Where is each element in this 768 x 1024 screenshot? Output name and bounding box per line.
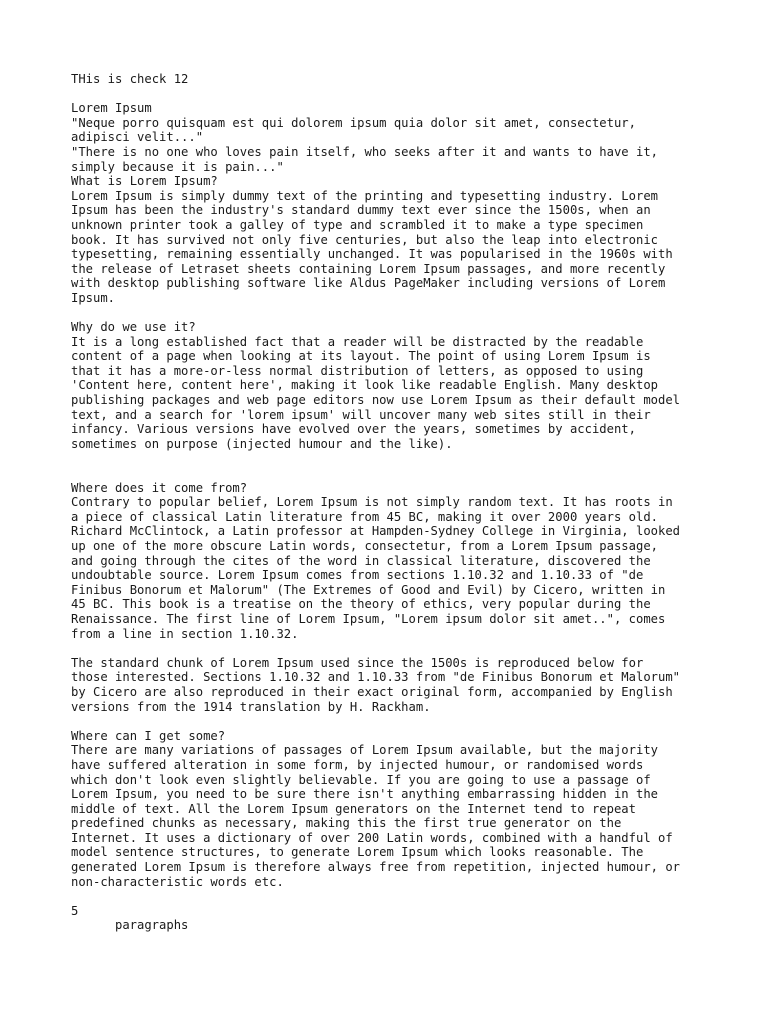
where-from-heading: Where does it come from? <box>71 480 248 495</box>
spacer <box>71 641 711 656</box>
where-get-line: middle of text. All the Lorem Ipsum generators on the Internet tend to repeat <box>71 801 636 816</box>
english-quote-line: "There is no one who loves pain itself, who seeks after it and wants to have it, <box>71 144 658 159</box>
why-use-line: 'Content here, content here', making it look like readable English. Many desktop <box>71 378 658 393</box>
why-use-line: that it has a more-or-less normal distribution of letters, as opposed to using <box>71 363 644 378</box>
standard-chunk-line: The standard chunk of Lorem Ipsum used since the 1500s is reproduced below for <box>71 655 644 670</box>
spacer <box>71 451 711 466</box>
where-get-line: generated Lorem Ipsum is therefore always free from repetition, injected humour, or <box>71 860 681 875</box>
check-line: THis is check 12 <box>71 72 189 86</box>
spacer <box>71 466 711 481</box>
spacer <box>71 87 711 102</box>
where-from-line: and going through the cites of the word in classical literature, discovered the <box>71 553 651 568</box>
latin-quote-line: adipisci velit..." <box>71 130 204 145</box>
where-get-line: model sentence structures, to generate Lorem Ipsum which looks reasonable. The <box>71 845 644 860</box>
what-is-heading: What is Lorem Ipsum? <box>71 174 218 189</box>
standard-chunk-line: versions from the 1914 translation by H. Rackham. <box>71 699 431 714</box>
why-use-line: infancy. Various versions have evolved over the years, sometimes by accident, <box>71 422 636 437</box>
where-from-line: Finibus Bonorum et Malorum" (The Extremes of Good and Evil) by Cicero, written in <box>71 582 666 597</box>
paragraph-count: 5 <box>71 903 79 918</box>
what-is-line: the release of Letraset sheets containing Lorem Ipsum passages, and more recently <box>71 261 666 276</box>
where-from-line: Renaissance. The first line of Lorem Ipsum, "Lorem ipsum dolor sit amet..", comes <box>71 611 666 626</box>
spacer <box>71 306 711 321</box>
what-is-line: Lorem Ipsum is simply dummy text of the printing and typesetting industry. Lorem <box>71 188 658 203</box>
spacer <box>71 714 711 729</box>
where-from-line: Richard McClintock, a Latin professor at Hampden-Sydney College in Virginia, looked <box>71 524 681 539</box>
where-get-line: which don't look even slightly believable. If you are going to use a passage of <box>71 772 651 787</box>
where-get-heading: Where can I get some? <box>71 728 226 743</box>
why-use-line: It is a long established fact that a reader will be distracted by the readable <box>71 334 644 349</box>
where-from-line: 45 BC. This book is a treatise on the theory of ethics, very popular during the <box>71 597 651 612</box>
why-use-heading: Why do we use it? <box>71 320 196 335</box>
what-is-line: typesetting, remaining essentially unchanged. It was popularised in the 1960s with <box>71 247 673 262</box>
where-get-line: Internet. It uses a dictionary of over 200 Latin words, combined with a handful of <box>71 830 673 845</box>
where-from-line: up one of the more obscure Latin words, consectetur, from a Lorem Ipsum passage, <box>71 539 658 553</box>
what-is-line: with desktop publishing software like Aldus PageMaker including versions of Lorem <box>71 276 666 291</box>
where-get-line: predefined chunks as necessary, making this the first true generator on the <box>71 816 622 831</box>
document-page <box>71 72 711 933</box>
standard-chunk-line: by Cicero are also reproduced in their exact original form, accompanied by English <box>71 684 673 699</box>
english-quote-line: simply because it is pain..." <box>71 159 284 174</box>
lorem-ipsum-heading: Lorem Ipsum <box>71 101 152 116</box>
what-is-line: Ipsum. <box>71 290 116 305</box>
where-get-line: Lorem Ipsum, you need to be sure there isn't anything embarrassing hidden in the <box>71 787 658 802</box>
where-from-line: undoubtable source. Lorem Ipsum comes from sections 1.10.32 and 1.10.33 of "de <box>71 568 644 583</box>
what-is-line: book. It has survived not only five centuries, but also the leap into electronic <box>71 232 658 247</box>
why-use-line: content of a page when looking at its layout. The point of using Lorem Ipsum is <box>71 349 651 364</box>
where-from-line: a piece of classical Latin literature from 45 BC, making it over 2000 years old. <box>71 509 658 524</box>
where-get-line: non-characteristic words etc. <box>71 874 284 889</box>
why-use-line: text, and a search for 'lorem ipsum' will uncover many web sites still in their <box>71 407 651 422</box>
where-get-line: have suffered alteration in some form, by injected humour, or randomised words <box>71 757 644 772</box>
where-get-line: There are many variations of passages of Lorem Ipsum available, but the majority <box>71 743 658 758</box>
why-use-line: sometimes on purpose (injected humour and the like). <box>71 436 453 451</box>
where-from-line: Contrary to popular belief, Lorem Ipsum is not simply random text. It has roots in <box>71 495 673 510</box>
latin-quote-line: "Neque porro quisquam est qui dolorem ipsum quia dolor sit amet, consectetur, <box>71 115 636 130</box>
what-is-line: unknown printer took a galley of type and scrambled it to make a type specimen <box>71 217 644 232</box>
why-use-line: publishing packages and web page editors now use Lorem Ipsum as their default model <box>71 393 681 408</box>
where-from-line: from a line in section 1.10.32. <box>71 626 299 641</box>
spacer <box>71 889 711 904</box>
paragraphs-label: paragraphs <box>115 918 189 933</box>
standard-chunk-line: those interested. Sections 1.10.32 and 1.10.33 from "de Finibus Bonorum et Malorum" <box>71 670 681 685</box>
what-is-line: Ipsum has been the industry's standard dummy text ever since the 1500s, when an <box>71 203 651 218</box>
